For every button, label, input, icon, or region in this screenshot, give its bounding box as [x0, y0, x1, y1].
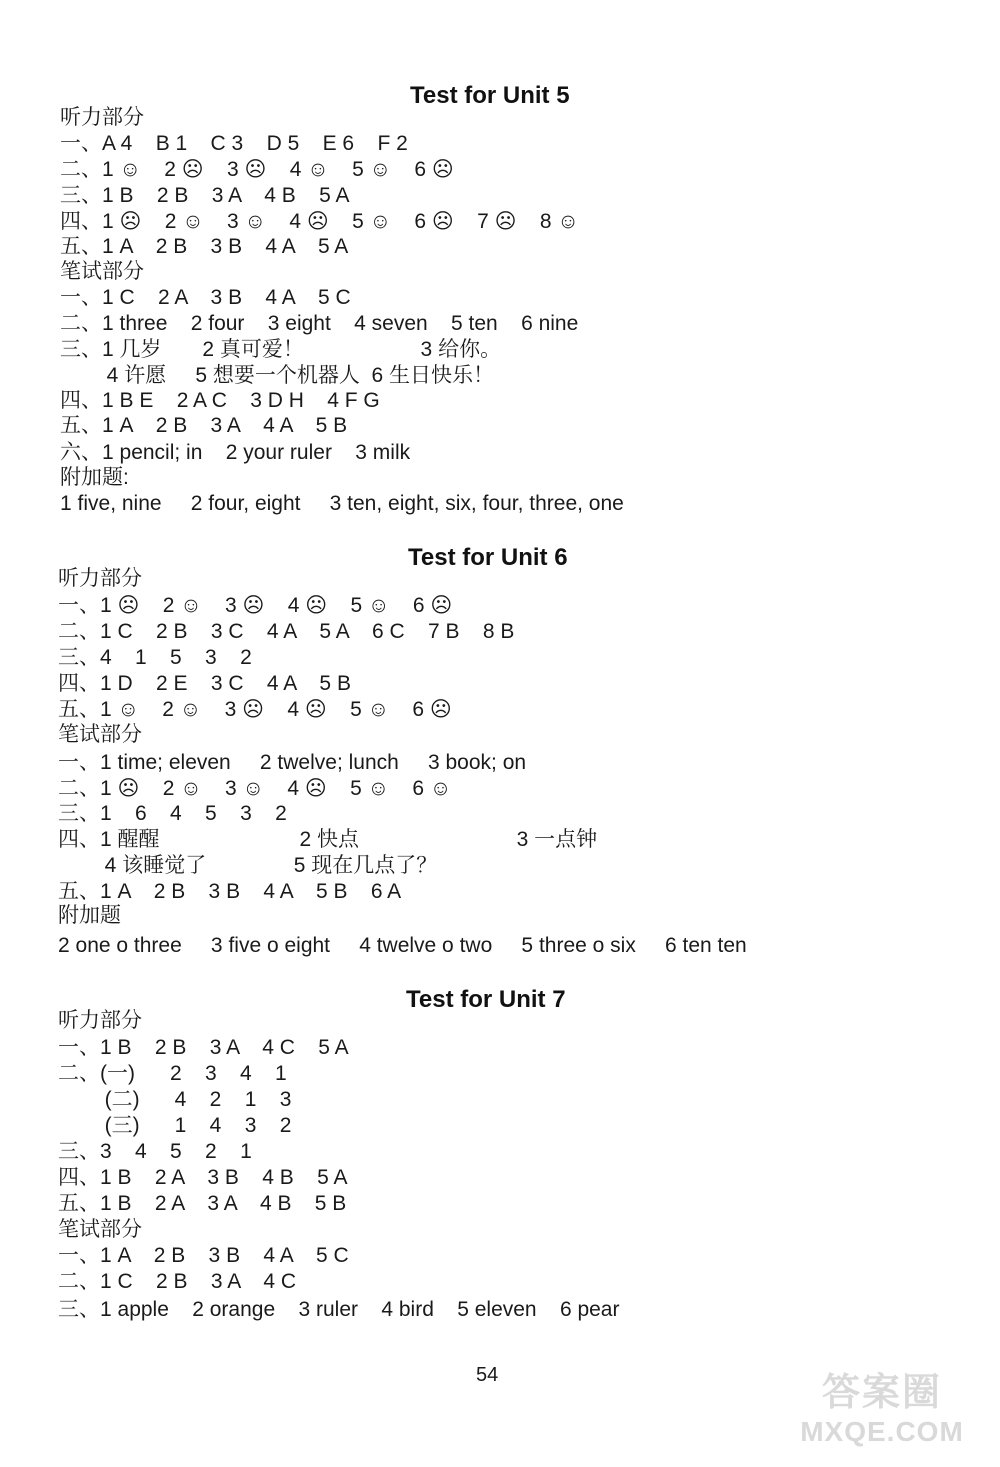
- unit5-line-2: 一、A 4 B 1 C 3 D 5 E 6 F 2: [60, 132, 408, 155]
- page-number: 54: [476, 1364, 499, 1386]
- unit5-line-16: 1 five, nine 2 four, eight 3 ten, eight, six, four, three, one: [60, 492, 624, 515]
- unit7-line-2: 一、1 B 2 B 3 A 4 C 5 A: [58, 1036, 349, 1059]
- unit5-line-8: 一、1 C 2 A 3 B 4 A 5 C: [60, 286, 351, 309]
- unit5-line-13: 五、1 A 2 B 3 A 4 A 5 B: [60, 414, 348, 437]
- unit6-line-15: 2 one o three 3 five o eight 4 twelve o two 5 three o six 6 ten ten: [58, 934, 747, 957]
- unit7-line-6: 三、3 4 5 2 1: [58, 1140, 252, 1163]
- unit6-line-10: 三、1 6 4 5 3 2: [58, 802, 287, 825]
- unit6-line-6: 五、1 ☺ 2 ☺ 3 ☹ 4 ☹ 5 ☺ 6 ☹: [58, 698, 452, 721]
- unit5-line-1: 听力部分: [60, 106, 144, 129]
- unit6-title: Test for Unit 6: [408, 544, 568, 571]
- unit6-line-4: 三、4 1 5 3 2: [58, 646, 252, 669]
- unit5-line-10: 三、1 几岁 2 真可爱！ 3 给你。: [60, 338, 502, 361]
- unit7-line-5: (三) 1 4 3 2: [58, 1114, 292, 1137]
- unit5-line-15: 附加题:: [60, 466, 129, 489]
- unit6-line-9: 二、1 ☹ 2 ☺ 3 ☺ 4 ☹ 5 ☺ 6 ☺: [58, 777, 452, 800]
- unit7-line-10: 一、1 A 2 B 3 B 4 A 5 C: [58, 1244, 349, 1267]
- unit5-line-12: 四、1 B E 2 A C 3 D H 4 F G: [60, 389, 380, 412]
- unit7-line-12: 三、1 apple 2 orange 3 ruler 4 bird 5 eleven 6 pear: [58, 1298, 620, 1321]
- unit5-line-7: 笔试部分: [60, 260, 144, 283]
- unit7-line-4: (二) 4 2 1 3: [58, 1088, 292, 1111]
- unit5-line-14: 六、1 pencil; in 2 your ruler 3 milk: [60, 441, 411, 464]
- unit6-line-1: 听力部分: [58, 567, 142, 590]
- unit7-line-7: 四、1 B 2 A 3 B 4 B 5 A: [58, 1166, 348, 1189]
- unit6-line-11: 四、1 醒醒 2 快点 3 一点钟: [58, 828, 598, 851]
- unit6-line-2: 一、1 ☹ 2 ☺ 3 ☹ 4 ☹ 5 ☺ 6 ☹: [58, 594, 453, 617]
- unit6-line-8: 一、1 time; eleven 2 twelve; lunch 3 book; on: [58, 751, 527, 774]
- unit7-title: Test for Unit 7: [406, 986, 566, 1013]
- unit5-line-9: 二、1 three 2 four 3 eight 4 seven 5 ten 6 nine: [60, 312, 579, 335]
- watermark-bottom: MXQE.COM: [800, 1416, 964, 1447]
- unit6-line-13: 五、1 A 2 B 3 B 4 A 5 B 6 A: [58, 880, 402, 903]
- watermark-top: 答案圈: [821, 1370, 942, 1414]
- unit5-line-4: 三、1 B 2 B 3 A 4 B 5 A: [60, 184, 350, 207]
- unit6-line-7: 笔试部分: [58, 723, 142, 746]
- unit5-line-3: 二、1 ☺ 2 ☹ 3 ☹ 4 ☺ 5 ☺ 6 ☹: [60, 158, 454, 181]
- watermark-logo: [782, 1369, 982, 1459]
- unit7-line-1: 听力部分: [58, 1009, 142, 1032]
- unit7-line-3: 二、(一) 2 3 4 1: [58, 1062, 287, 1085]
- unit7-line-8: 五、1 B 2 A 3 A 4 B 5 B: [58, 1192, 347, 1215]
- unit5-line-5: 四、1 ☹ 2 ☺ 3 ☺ 4 ☹ 5 ☺ 6 ☹ 7 ☹ 8 ☺: [60, 210, 579, 233]
- unit5-title: Test for Unit 5: [410, 82, 570, 109]
- unit5-line-11: 4 许愿 5 想要一个机器人 6 生日快乐！: [60, 364, 495, 387]
- unit6-line-3: 二、1 C 2 B 3 C 4 A 5 A 6 C 7 B 8 B: [58, 620, 515, 643]
- unit6-line-5: 四、1 D 2 E 3 C 4 A 5 B: [58, 672, 351, 695]
- unit7-line-9: 笔试部分: [58, 1218, 142, 1241]
- unit7-line-11: 二、1 C 2 B 3 A 4 C: [58, 1270, 297, 1293]
- unit6-line-12: 4 该睡觉了 5 现在几点了？: [58, 854, 438, 877]
- unit5-line-6: 五、1 A 2 B 3 B 4 A 5 A: [60, 235, 349, 258]
- unit6-line-14: 附加题: [58, 904, 121, 927]
